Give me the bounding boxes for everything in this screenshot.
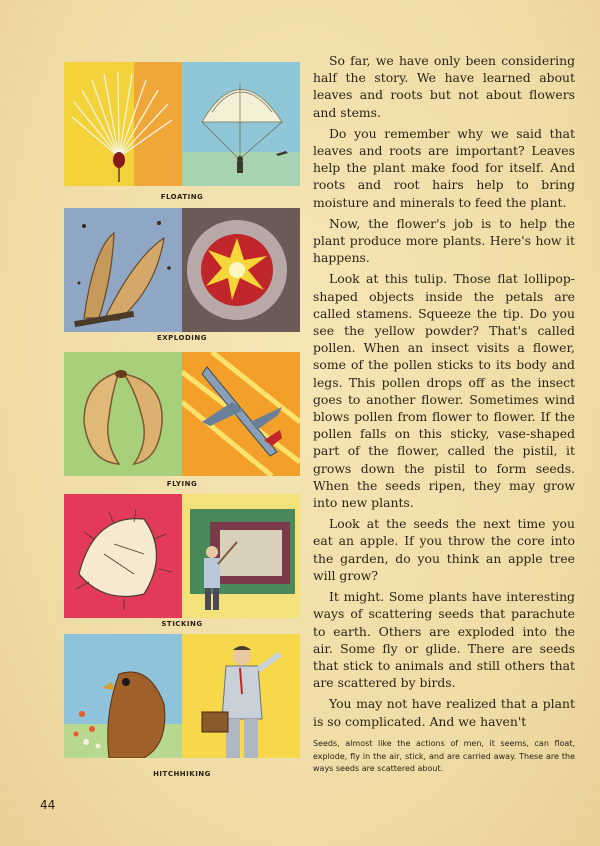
body-text [313, 52, 575, 734]
page-number: 44 [40, 798, 56, 812]
caption-floating: FLOATING [160, 193, 204, 201]
bur-seed-image [64, 494, 182, 618]
flying-illustration [64, 352, 300, 476]
caption-exploding: EXPLODING [157, 334, 207, 342]
caption-flying: FLYING [166, 480, 198, 488]
paragraph: So far, we have only been considering half the story. We have learned about leaves and roots but not about flowers and stems. [313, 53, 575, 120]
paragraph: Look at the seeds the next time you eat an apple. If you throw the core into the garden, do you think an apple tree will grow? [313, 516, 575, 583]
parachute-image [182, 62, 300, 186]
traveler-image [182, 634, 300, 758]
dandelion-seed-image [64, 62, 182, 186]
jet-plane-image [182, 352, 300, 476]
paragraph: It might. Some plants have interesting ways of scattering seeds that parachute to earth. Others are exploded into the air. Some fly or glide. There are seeds that stick to animals and still others that are scattered by birds. [313, 589, 575, 691]
paragraph: Look at this tulip. Those flat lollipop-shaped objects inside the petals are called stamens. Squeeze the tip. Do you see the yellow powder? That's called pollen. When an insect visits a flower, some of the pollen sticks to its body and legs. This pollen drops off as the insect goes to another flower. Sometimes wind blows pollen from flower to flower. If the pollen falls on this sticky, vase-shaped part of the flower, called the pistil, it grows down the pistil to form seeds. When the seeds ripen, they may grow into new plants. [313, 271, 575, 511]
billposter-image [182, 494, 300, 618]
bird-image [64, 634, 182, 758]
sticking-illustration [64, 494, 300, 618]
illustration-footnote: Seeds, almost like the actions of men, it seems, can float, explode, fly in the air, stick, and are carried away. These are the ways seeds are scattered about. [313, 739, 575, 773]
paragraph: You may not have realized that a plant is so complicated. And we haven't [313, 696, 575, 729]
caption-sticking: STICKING [161, 620, 203, 628]
floating-illustration [64, 62, 300, 186]
winged-seed-image [64, 352, 182, 476]
paragraph: Now, the flower's job is to help the plant produce more plants. Here's how it happens. [313, 215, 575, 266]
paragraph: Do you remember why we said that leaves and roots are important? Leaves help the plant make food for itself. And roots and root hairs help to bring moisture and minerals to feed the plant. [313, 125, 575, 210]
hitchhiking-illustration [64, 634, 300, 758]
seed-pod-image [64, 208, 182, 332]
exploding-illustration [64, 208, 300, 332]
explosion-image [182, 208, 300, 332]
caption-hitchhiking: HITCHHIKING [153, 770, 211, 778]
